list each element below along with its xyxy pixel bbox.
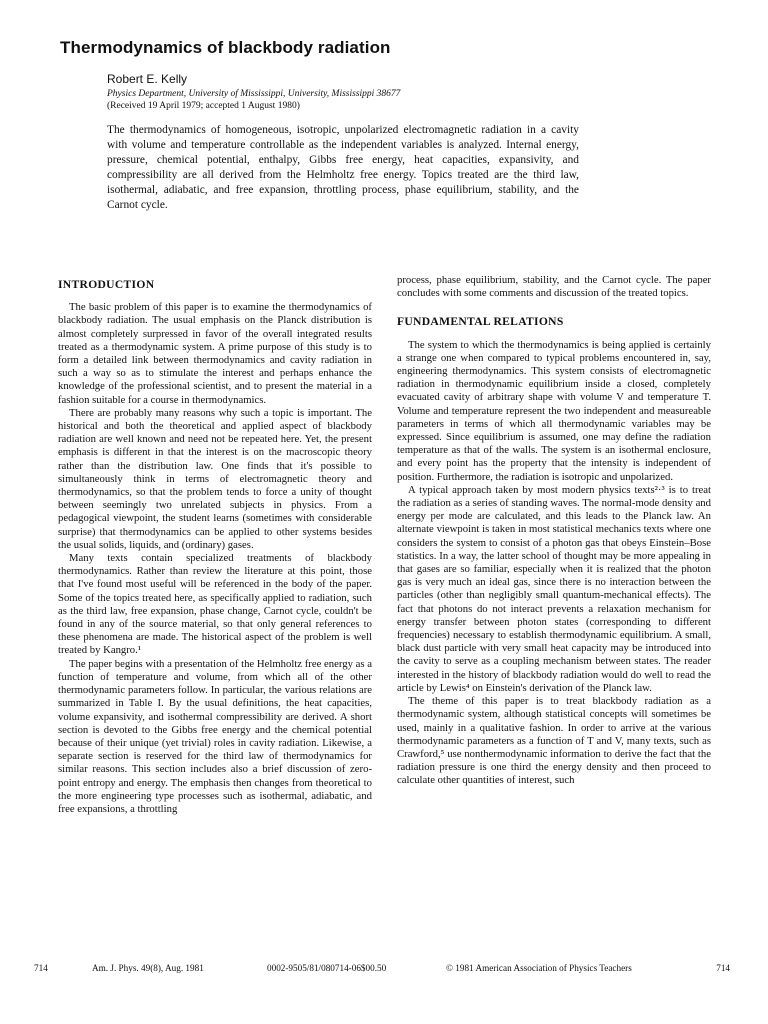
paragraph: Many texts contain specialized treatments of blackbody thermodynamics. Rather than review the literature at this point, those that I've found most useful will be referenced in the body of the paper. Some of the topics treated here, as specifically applied to radiation, such as the third law, free expansion, phase change, Carnot cycle, couldn't be found in any of the source material, so that only general references to these phenomena are made. The historical aspect of the problem is well treated by Kangro.¹: [58, 552, 372, 657]
abstract: The thermodynamics of homogeneous, isotropic, unpolarized electromagnetic radiation in a cavity with volume and temperature controllable as the independent variables is analyzed. Internal energy, pressure, chemical potential, enthalpy, Gibbs free energy, heat capacities, expansivity, and compressibility are all derived from the Helmholtz free energy. Topics treated are the third law, isothermal, adiabatic, and free expansion, throttling process, phase equilibrium, stability, and the Carnot cycle.: [107, 124, 579, 211]
fundamental-relations-heading: FUNDAMENTAL RELATIONS: [397, 315, 564, 329]
paragraph: The system to which the thermodynamics is being applied is certainly a strange one when compared to typical problems encountered in, say, engineering thermodynamics. This system consists of electromagnetic radiation in thermodynamic equilibrium inside a closed, completely evacuated cavity of arbitrary shape with volume V and temperature T. Volume and temperature represent the two independent and measureable parameters in terms of which all thermodynamic variables may be expressed. Since equilibrium is assumed, one may define the radiation temperature as that of the walls. The system is an isothermal enclosure, and every point has the property that the intensity is independent of position. Furthermore, the radiation is isotropic and unpolarized.: [397, 338, 711, 483]
page-footer: [34, 963, 730, 977]
paragraph: The basic problem of this paper is to examine the thermodynamics of blackbody radiation. The usual emphasis on the Planck distribution is almost completely surpressed in favor of the overall integrated results treated as a thermodynamic system. A prime purpose of this study is to form a detailed link between thermodynamics and cavity radiation in such a way so as to stimulate the interest and perhaps enhance the knowledge of the professional scientist, and to present the material in a fashion suitable for a course in thermodynamics.: [58, 301, 372, 406]
left-column: [58, 274, 372, 816]
paragraph: The paper begins with a presentation of the Helmholtz free energy as a function of temperature and volume, from which all of the other thermodynamic parameters follow. In particular, the various relations are summarized in Table I. By the usual definitions, the heat capacities, volume expansivity, and isothermal compressibility are derived. A short section is devoted to the Gibbs free energy and the chemical potential because of their unique (yet trivial) roles in cavity radiation. Likewise, a separate section is reserved for the third law of thermodynamics for similar reasons. This section includes also a brief discussion of zero-point entropy and energy. The emphasis then changes from theoretical to the more engineering type processes such as isothermal, adiabatic, and free expansions, a throttling: [58, 657, 372, 815]
page-number-left: 714: [34, 963, 48, 973]
paper-title: Thermodynamics of blackbody radiation: [60, 38, 391, 57]
received-dates: (Received 19 April 1979; accepted 1 August 1980): [107, 101, 300, 111]
paragraph: There are probably many reasons why such a topic is important. The historical and both the theoretical and applied aspect of blackbody radiation are well known and need not be repeated here. Yet, the present emphasis is different in that the interest is on the macroscopic theory rather than the distribution law. One finds that it's possible to simultaneously think in terms of electromagnetic theory and thermodynamics, so that the problem tends to force a unity of thought between seemingly two unrelated subjects in physics. From a pedagogical viewpoint, the student learns (sometimes with considerable surprise) that thermodynamics can be applied to other systems besides the usual solids, liquids, and (ordinary) gases.: [58, 406, 372, 551]
author-name: Robert E. Kelly: [107, 72, 188, 86]
right-column: [397, 274, 711, 788]
paragraph: The theme of this paper is to treat blackbody radiation as a thermodynamic system, although statistical concepts will sometimes be used, mainly in a qualitative fashion. In order to arrive at the various thermodynamic parameters as a function of T and V, many texts, such as Crawford,⁵ use nonthermodynamic information to derive the fact that the radiation pressure is one third the energy density and then proceed to calculate other quantities of interest, such: [397, 695, 711, 787]
paragraph: A typical approach taken by most modern physics texts²·³ is to treat the radiation as a series of standing waves. The normal-mode density and energy per mode are calculated, and this leads to the Planck law. An alternate viewpoint is taken in most statistical mechanics texts where one considers the system to consist of a photon gas that obeys Einstein–Bose statistics. In a way, the latter school of thought may be more appealing in that gases are so familiar, especially when it is realized that the photon gas is very much an ideal gas, since there is no interaction between the particles (other than negligibly small quantum-mechanical effects). The fact that photons do not interact prevents a relaxation mechanism for energy transfer between photon states (corresponding to different frequencies) necessary to establish thermodynamic equilibrium. A small, black dust particle with very small heat capacity may be introduced into the cavity to serve as a coupling mechanism between states. The reader interested in the history of blackbody radiation would do well to read the article by Lewis⁴ on Einstein's derivation of the Planck law.: [397, 483, 711, 694]
author-affiliation: Physics Department, University of Mississippi, University, Mississippi 38677: [107, 89, 401, 99]
copyright-notice: © 1981 American Association of Physics Teachers: [446, 963, 632, 973]
introduction-heading: INTRODUCTION: [58, 278, 155, 291]
page-number-right: 714: [716, 963, 730, 973]
article-code: 0002-9505/81/080714-06$00.50: [267, 963, 387, 973]
paragraph-continuation: process, phase equilibrium, stability, and the Carnot cycle. The paper concludes with some comments and discussion of the treated topics.: [397, 274, 711, 300]
journal-citation: Am. J. Phys. 49(8), Aug. 1981: [92, 963, 204, 973]
